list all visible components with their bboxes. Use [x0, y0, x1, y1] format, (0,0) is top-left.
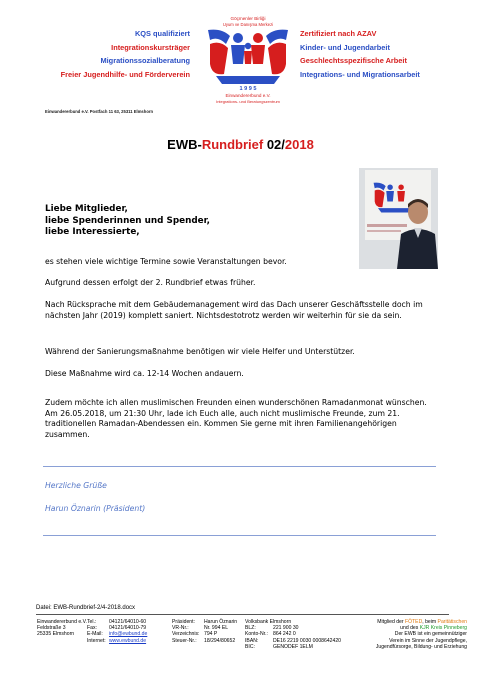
footer-paritaetischen: Paritätischen: [437, 619, 467, 625]
footer-president-value: Harun Öznarin: [204, 619, 238, 625]
file-name-line: Datei: EWB-Rundbrief-2/4-2018.docx: [36, 605, 136, 611]
logo-top-line-1: Göçmenler Birliği: [230, 16, 266, 21]
paragraph-3: Nach Rücksprache mit dem Gebäudemanagement wird das Dach unserer Geschäftsstelle doch im nächsten Jahr (2019) komplett saniert. Nichtsdestotrotz werden wir weiterhin für sie da sein.: [45, 300, 423, 320]
divider-bottom: [43, 535, 436, 536]
footer-email-label: E-Mail:: [87, 631, 103, 638]
footer-email-link[interactable]: info@ewbund.de: [109, 631, 148, 638]
footer-directory-label: Verzeichnis:: [172, 631, 200, 638]
title-rundbrief: Rundbrief: [201, 137, 264, 152]
salutation-line-3: liebe Interessierte,: [45, 227, 140, 237]
logo-bottom-line-2: Integrations- und Beratungszentrum: [216, 99, 280, 104]
signature-name: Harun Öznarin (Präsident): [45, 504, 146, 513]
footer-address: [37, 619, 87, 638]
footer-registry-labels: [172, 619, 199, 644]
footer-konto-value: 864 242 0: [273, 631, 296, 638]
footer-bic-label: BIC:: [245, 643, 255, 650]
header-right-line-1: Zertifiziert nach AZAV: [300, 29, 377, 38]
footer-website-link[interactable]: www.ewbund.de: [109, 637, 147, 644]
president-photo: [359, 168, 438, 269]
logo-year: 1 9 9 5: [239, 86, 257, 92]
footer-iban-value: DE16 2219 0030 0008642420: [273, 637, 341, 644]
footer-fax-value: 04121/64010-79: [109, 625, 147, 632]
footer-blz-value: 221 900 30: [273, 625, 299, 632]
logo-bottom-line-1: Einwandererbund e.V.: [225, 93, 271, 98]
newsletter-title: [0, 137, 481, 152]
sender-address-line: Einwandererbund e.V. Postfach 11 63, 25311 Elmshorn: [45, 109, 154, 114]
logo-top-line-2: Uyum ve Danışma Merkezi: [222, 22, 274, 27]
footer-konto-label: Konto-Nr.:: [245, 631, 268, 638]
footer-tel-value: 04121/64010-60: [109, 619, 147, 625]
salutation-line-2: liebe Spenderinnen und Spender,: [45, 215, 211, 226]
footer-membership-line-3: Der EWB ist ein gemeinnütziger: [394, 631, 467, 638]
footer-tax-value: 18/294/80652: [204, 637, 236, 644]
footer-bank-name: Volksbank Elmshorn: [245, 619, 292, 625]
footer-street: Feldstraße 3: [37, 625, 66, 632]
header-left-line-2: Integrationskursträger: [111, 42, 190, 52]
paragraph-4: Während der Sanierungsmaßnahme benötigen wir viele Helfer und Unterstützer.: [45, 347, 355, 356]
footer-contact-values: [109, 619, 147, 644]
paragraph-5: Diese Maßnahme wird ca. 12-14 Wochen andauern.: [45, 369, 244, 378]
footer-membership-line-4: Verein im Sinne der Jugendpflege,: [389, 637, 467, 644]
header-right-line-2: Kinder- und Jugendarbeit: [300, 42, 390, 52]
footer-divider: [36, 614, 449, 615]
footer-membership-line-5: Jugendfürsorge, Bildung- und Erziehung: [375, 643, 467, 650]
footer-tel-label: Tel.:: [87, 619, 97, 625]
footer-internet-label: Internet:: [87, 637, 106, 644]
paragraph-6: Zudem möchte ich allen muslimischen Freunden einen wunderschönen Ramadanmonat wünschen. Am 26.05.2018, um 21:30 Uhr, lade ich Euch alle, auch nicht muslimische Freunde, zum 21. traditionellen Ramadan-Abendessen ein. Kommen Sie gerne mit ihren Familienangehörigen zusammen.: [45, 398, 427, 439]
organization-logo: [196, 14, 300, 106]
signature-closing: Herzliche Grüße: [45, 481, 107, 490]
header-left-line-1: KQS qualifiziert: [134, 29, 190, 38]
divider-top: [43, 466, 436, 467]
header-left-line-3: Migrationssozialberatung: [100, 56, 190, 65]
footer-registry-values: [204, 619, 237, 644]
person-photo-icon: [359, 168, 438, 269]
footer-foted: FÖTED: [404, 619, 423, 625]
header-right-block: [300, 27, 420, 81]
logo-graphic-icon: [196, 14, 300, 106]
footer-vr-value: Nr. 994 EL: [204, 625, 229, 632]
footer-und-des: und des: [400, 625, 420, 632]
header-left-block: [61, 27, 190, 81]
footer-org-name: Einwandererbund e.V.: [37, 619, 87, 625]
header-left-line-4: Freier Jugendhilfe- und Förderverein: [60, 69, 190, 79]
footer-directory-value: 794 P: [204, 631, 218, 638]
paragraph-2: Aufgrund dessen erfolgt der 2. Rundbrief etwas früher.: [45, 278, 256, 287]
footer-bic-value: GENODEF 1ELM: [273, 643, 313, 650]
footer-city: 25335 Elmshorn: [37, 631, 75, 638]
paragraph-1: es stehen viele wichtige Termine sowie Veranstaltungen bevor.: [45, 257, 287, 266]
header-right-line-3: Geschlechtsspezifische Arbeit: [300, 56, 407, 65]
title-prefix: EWB-: [167, 137, 202, 152]
footer-contact-labels: [87, 619, 106, 644]
footer-president-label: Präsident:: [172, 619, 195, 625]
footer-vr-label: VR-Nr.:: [172, 625, 189, 632]
footer-membership-block: [376, 619, 467, 650]
title-number: 02/: [263, 137, 285, 152]
salutation-block: [45, 204, 210, 239]
footer-fax-label: Fax:: [87, 625, 97, 632]
footer-beim: , beim: [422, 619, 438, 625]
header-right-line-4: Integrations- und Migrationsarbeit: [300, 69, 420, 79]
footer-blz-label: BLZ:: [245, 625, 256, 632]
footer-tax-label: Steuer-Nr.:: [172, 637, 197, 644]
footer-kjr: KJR Kreis Pinneberg: [419, 625, 467, 632]
footer-member-text: Mitglied der: [377, 619, 405, 625]
salutation-line-1: Liebe Mitglieder,: [45, 204, 128, 214]
title-year: 2018: [284, 137, 314, 152]
footer-iban-label: IBAN:: [245, 637, 259, 644]
footer-bank-values: [273, 619, 341, 650]
